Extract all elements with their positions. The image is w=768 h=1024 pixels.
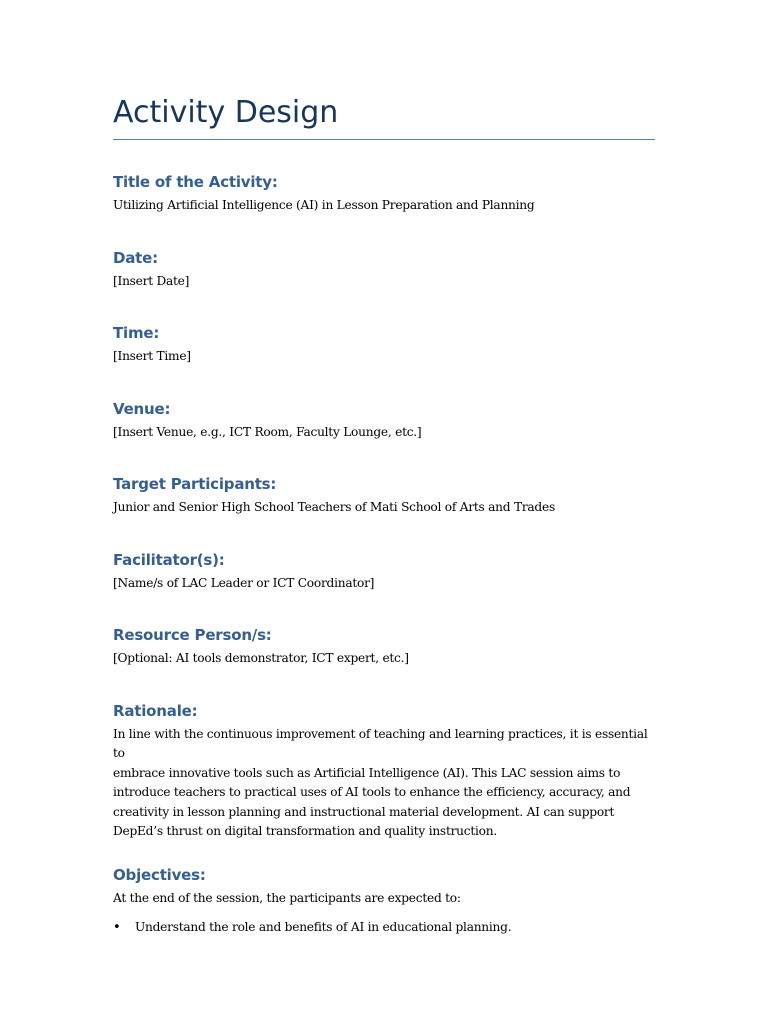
section-heading: Time: [113,324,160,342]
resource-persons-value: [Optional: AI tools demonstrator, ICT expert, etc.] [113,651,409,665]
rationale-line: In line with the continuous improvement of teaching and learning practices, it is essential to [113,726,648,760]
objectives-intro: At the end of the session, the participants are expected to: [113,890,461,905]
section-heading: Objectives: [113,865,206,884]
date-value: [Insert Date] [113,273,190,288]
target-participants-value: Junior and Senior High School Teachers of Mati School of Arts and Trades [113,500,555,514]
section-venue [113,398,655,443]
section-objectives [113,864,655,938]
rationale-paragraph [113,725,655,842]
rationale-line: creativity in lesson planning and instructional material development. AI can support [113,804,615,819]
facilitators-value: [Name/s of LAC Leader or ICT Coordinator] [113,575,375,590]
section-heading: Venue: [113,399,171,418]
section-heading: Date: [113,248,158,267]
section-heading: Target Participants: [113,475,277,493]
objectives-list [113,918,655,938]
section-heading: Resource Person/s: [113,626,272,644]
section-target-participants [113,473,655,518]
section-heading: Title of the Activity: [113,173,278,191]
document-body [113,171,655,938]
list-item [113,918,655,938]
title-underline [113,139,655,140]
section-resource-persons [113,624,655,669]
activity-title-value: Utilizing Artificial Intelligence (AI) in Lesson Preparation and Planning [113,198,535,212]
rationale-line: introduce teachers to practical uses of AI tools to enhance the efficiency, accuracy, and [113,785,631,799]
rationale-line: DepEd’s thrust on digital transformation and quality instruction. [113,824,497,838]
section-title-of-activity [113,171,655,216]
section-facilitators [113,549,655,594]
objective-text: Understand the role and benefits of AI in educational planning. [135,920,512,934]
rationale-line: embrace innovative tools such as Artificial Intelligence (AI). This LAC session aims to [113,765,621,780]
venue-value: [Insert Venue, e.g., ICT Room, Faculty Lounge, etc.] [113,424,422,439]
section-date [113,247,655,292]
section-rationale [113,700,655,842]
bullet-icon: • [113,920,121,935]
time-value: [Insert Time] [113,349,191,363]
section-heading: Facilitator(s): [113,550,225,569]
section-heading: Rationale: [113,701,198,720]
section-time [113,322,655,367]
document-title: Activity Design [113,95,339,130]
